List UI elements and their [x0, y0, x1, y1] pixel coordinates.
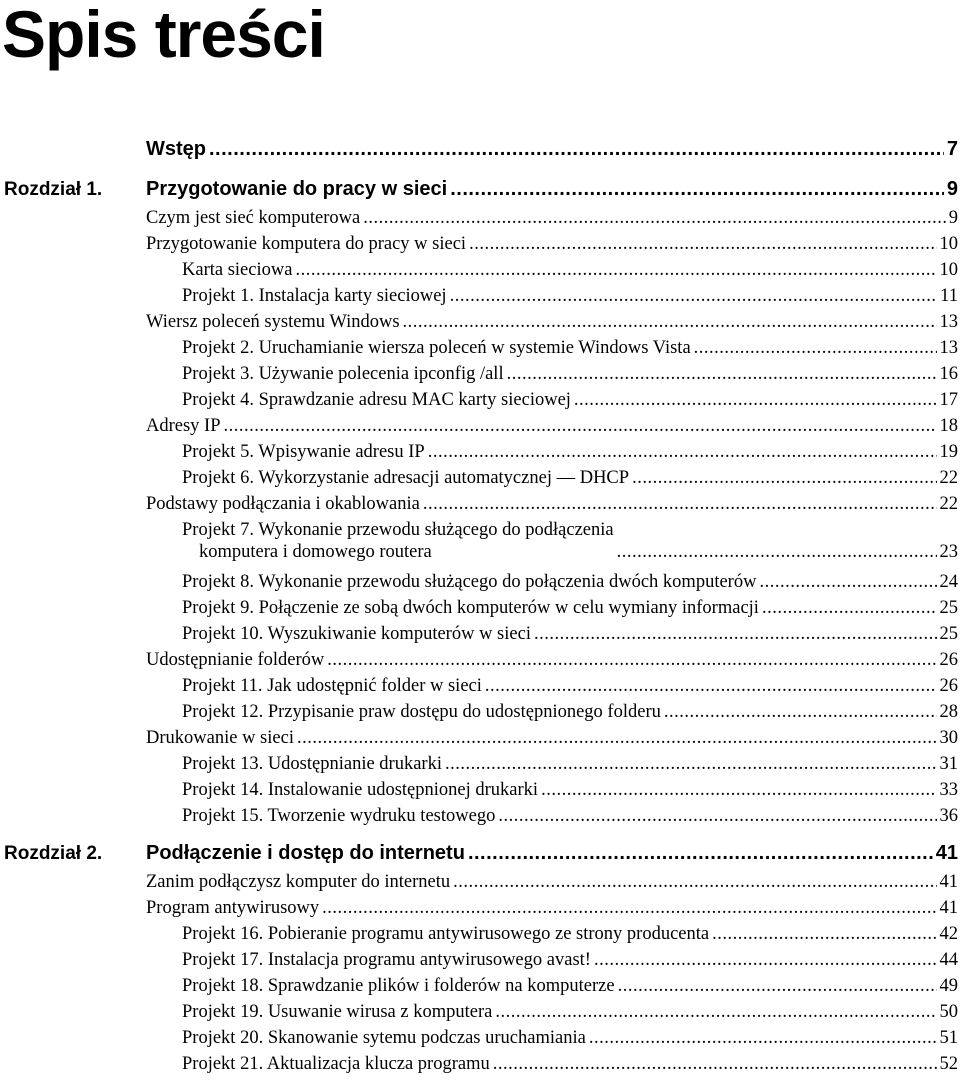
toc-entry [182, 571, 958, 593]
toc-entry [146, 727, 958, 749]
entry-title: Projekt 14. Instalowanie udostępnionej drukarki [182, 780, 539, 800]
entry-title: Projekt 1. Instalacja karty sieciowej [182, 286, 447, 306]
entry-title: Projekt 8. Wykonanie przewodu służącego do połączenia dwóch komputerów [182, 572, 757, 592]
toc-entry [182, 389, 958, 411]
entry-title: Projekt 11. Jak udostępnić folder w sieci [182, 676, 482, 696]
toc-entry-row [0, 751, 960, 777]
entry-title: Projekt 17. Instalacja programu antywirusowego avast! [182, 950, 591, 970]
toc-entry [182, 259, 958, 281]
page-number: 41 [939, 872, 958, 892]
toc-entry-row [0, 621, 960, 647]
toc-entry [182, 337, 958, 359]
toc-entry [182, 363, 958, 385]
toc-entry-row [0, 595, 960, 621]
toc-entry-row [0, 673, 960, 699]
dot-leader [485, 675, 937, 697]
page-number: 41 [939, 898, 958, 918]
toc-entry-row [0, 309, 960, 335]
entry-title: Projekt 18. Sprawdzanie plików i folderów na komputerze [182, 976, 615, 996]
toc-entry-row [0, 803, 960, 829]
page-number: 10 [939, 260, 958, 280]
entry-title: Czym jest sieć komputerowa [146, 208, 361, 228]
dot-leader [450, 177, 944, 201]
dot-leader [632, 467, 936, 489]
entry-title: Projekt 9. Połączenie ze sobą dwóch komputerów w celu wymiany informacji [182, 598, 759, 618]
chapter-number: Rozdział 2. [4, 843, 103, 864]
page-number: 41 [935, 842, 958, 864]
dot-leader [618, 975, 937, 997]
toc-entry-row [0, 335, 960, 361]
toc-entry [146, 207, 958, 229]
dot-leader [423, 493, 937, 515]
dot-leader [468, 841, 933, 865]
entry-title: Projekt 16. Pobieranie programu antywirusowego ze strony producenta [182, 924, 710, 944]
dot-leader [297, 727, 937, 749]
page-number: 30 [939, 728, 958, 748]
toc-entry-row [0, 699, 960, 725]
dot-leader [224, 415, 937, 437]
chapter-number: Rozdział 1. [4, 179, 103, 200]
toc-entry [182, 923, 958, 945]
page-number: 31 [939, 754, 958, 774]
toc-entry-row [0, 1025, 960, 1051]
dot-leader [617, 541, 937, 563]
dot-leader [403, 311, 937, 333]
entry-title: Projekt 10. Wyszukiwanie komputerów w sieci [182, 624, 531, 644]
page-title: Spis treści [2, 0, 325, 71]
toc-entry-row [0, 725, 960, 751]
dot-leader [762, 597, 937, 619]
dot-leader [295, 259, 936, 281]
dot-leader [428, 441, 937, 463]
entry-title: Projekt 19. Usuwanie wirusa z komputera [182, 1002, 493, 1022]
toc-entry [146, 311, 958, 333]
entry-title: Projekt 4. Sprawdzanie adresu MAC karty sieciowej [182, 390, 571, 410]
toc-entry-row [0, 647, 960, 673]
entry-title: Drukowanie w sieci [146, 728, 294, 748]
toc-entry-row [0, 491, 960, 517]
toc-entry [146, 871, 958, 893]
page-number: 26 [939, 650, 958, 670]
page-number: 26 [939, 676, 958, 696]
toc-entry [182, 467, 958, 489]
entry-title: Projekt 13. Udostępnianie drukarki [182, 754, 442, 774]
toc-entry [182, 285, 958, 307]
page-number: 11 [940, 286, 958, 306]
toc-entry-row [0, 465, 960, 491]
dot-leader [759, 571, 936, 593]
entry-title-line1: Projekt 7. Wykonanie przewodu służącego do podłączenia [182, 520, 614, 540]
page-number: 23 [939, 542, 958, 562]
toc-entry [182, 805, 958, 827]
dot-leader [574, 389, 937, 411]
toc-entry [182, 1001, 958, 1023]
entry-title: Projekt 6. Wykorzystanie adresacji automatycznej — DHCP [182, 468, 630, 488]
toc-entry [146, 137, 958, 161]
toc-entry-row [0, 921, 960, 947]
page-number: 17 [939, 390, 958, 410]
page-number: 13 [939, 338, 958, 358]
toc-entry-row [0, 869, 960, 895]
dot-leader [507, 363, 937, 385]
entry-title: Przygotowanie komputera do pracy w sieci [146, 234, 467, 254]
page-number: 49 [939, 976, 958, 996]
dot-leader [594, 949, 937, 971]
toc-entry-row [0, 947, 960, 973]
entry-title: Adresy IP [146, 416, 221, 436]
page-number: 22 [939, 468, 958, 488]
toc-chapter-row [0, 175, 960, 205]
page-number: 33 [939, 780, 958, 800]
toc-entry-row [0, 283, 960, 309]
dot-leader [664, 701, 937, 723]
page-number: 7 [946, 138, 958, 160]
dot-leader [363, 207, 946, 229]
toc-entry-row [0, 895, 960, 921]
toc-entry-row [0, 517, 960, 569]
entry-title: Wiersz poleceń systemu Windows [146, 312, 400, 332]
page-number: 9 [948, 208, 958, 228]
toc-entry [182, 1053, 958, 1075]
dot-leader [534, 623, 937, 645]
toc-entry-row [0, 257, 960, 283]
toc-entry [182, 779, 958, 801]
toc-entry-row [0, 439, 960, 465]
toc-entry [146, 493, 958, 515]
toc-entry-row [0, 387, 960, 413]
toc-entry [182, 975, 958, 997]
entry-title: Projekt 21. Aktualizacja klucza programu [182, 1054, 490, 1074]
toc-entry [182, 701, 958, 723]
toc-entry-row [0, 413, 960, 439]
toc-entry [182, 519, 958, 563]
entry-title: Projekt 2. Uruchamianie wiersza poleceń w systemie Windows Vista [182, 338, 691, 358]
page-number: 51 [939, 1028, 958, 1048]
dot-leader [541, 779, 936, 801]
toc-entry-row [0, 777, 960, 803]
page-number: 50 [939, 1002, 958, 1022]
dot-leader [589, 1027, 937, 1049]
dot-leader [450, 285, 938, 307]
toc-chapter-row [0, 839, 960, 869]
page-number: 36 [939, 806, 958, 826]
page-number: 24 [939, 572, 958, 592]
page-number: 18 [939, 416, 958, 436]
toc-entry-row [0, 205, 960, 231]
toc-entry [146, 177, 958, 201]
entry-title: Projekt 12. Przypisanie praw dostępu do udostępnionego folderu [182, 702, 661, 722]
toc-entry [146, 233, 958, 255]
table-of-contents [0, 135, 960, 1077]
toc-entry [182, 949, 958, 971]
page-number: 25 [939, 624, 958, 644]
entry-title: Zanim podłączysz komputer do internetu [146, 872, 451, 892]
dot-leader [469, 233, 936, 255]
toc-entry-row [0, 361, 960, 387]
toc-entry-row [0, 973, 960, 999]
toc-entry-row [0, 1051, 960, 1077]
entry-title-line2: komputera i domowego routera [199, 542, 432, 562]
chapter-title: Podłączenie i dostęp do internetu [146, 842, 465, 864]
dot-leader [495, 1001, 936, 1023]
page-number: 9 [946, 178, 958, 200]
dot-leader [445, 753, 937, 775]
toc-entry [182, 753, 958, 775]
dot-leader [453, 871, 936, 893]
toc-entry [182, 597, 958, 619]
toc-entry [146, 415, 958, 437]
page-number: 25 [939, 598, 958, 618]
chapter-title: Przygotowanie do pracy w sieci [146, 178, 448, 200]
toc-entry [182, 441, 958, 463]
toc-entry-row [0, 999, 960, 1025]
toc-entry-row [0, 569, 960, 595]
entry-title: Projekt 5. Wpisywanie adresu IP [182, 442, 425, 462]
toc-entry [182, 623, 958, 645]
page-number: 52 [939, 1054, 958, 1074]
entry-title [182, 519, 614, 563]
toc-chapter-row [0, 135, 960, 165]
dot-leader [694, 337, 937, 359]
page-number: 22 [939, 494, 958, 514]
toc-entry [146, 897, 958, 919]
dot-leader [712, 923, 936, 945]
dot-leader [322, 897, 936, 919]
toc-entry-row [0, 231, 960, 257]
entry-title: Udostępnianie folderów [146, 650, 325, 670]
dot-leader [209, 137, 944, 161]
entry-title: Projekt 15. Tworzenie wydruku testowego [182, 806, 496, 826]
chapter-title: Wstęp [146, 138, 206, 160]
dot-leader [327, 649, 936, 671]
entry-title: Podstawy podłączania i okablowania [146, 494, 420, 514]
entry-title: Projekt 20. Skanowanie sytemu podczas uruchamiania [182, 1028, 586, 1048]
page-number: 44 [939, 950, 958, 970]
page-number: 42 [939, 924, 958, 944]
toc-entry [182, 1027, 958, 1049]
page-number: 10 [939, 234, 958, 254]
page-number: 13 [939, 312, 958, 332]
entry-title: Program antywirusowy [146, 898, 320, 918]
toc-entry [182, 675, 958, 697]
entry-title: Projekt 3. Używanie polecenia ipconfig /all [182, 364, 504, 384]
toc-entry [146, 649, 958, 671]
page-number: 19 [939, 442, 958, 462]
dot-leader [498, 805, 936, 827]
entry-title: Karta sieciowa [182, 260, 293, 280]
page-number: 16 [939, 364, 958, 384]
page-number: 28 [939, 702, 958, 722]
toc-entry [146, 841, 958, 865]
dot-leader [493, 1053, 937, 1075]
